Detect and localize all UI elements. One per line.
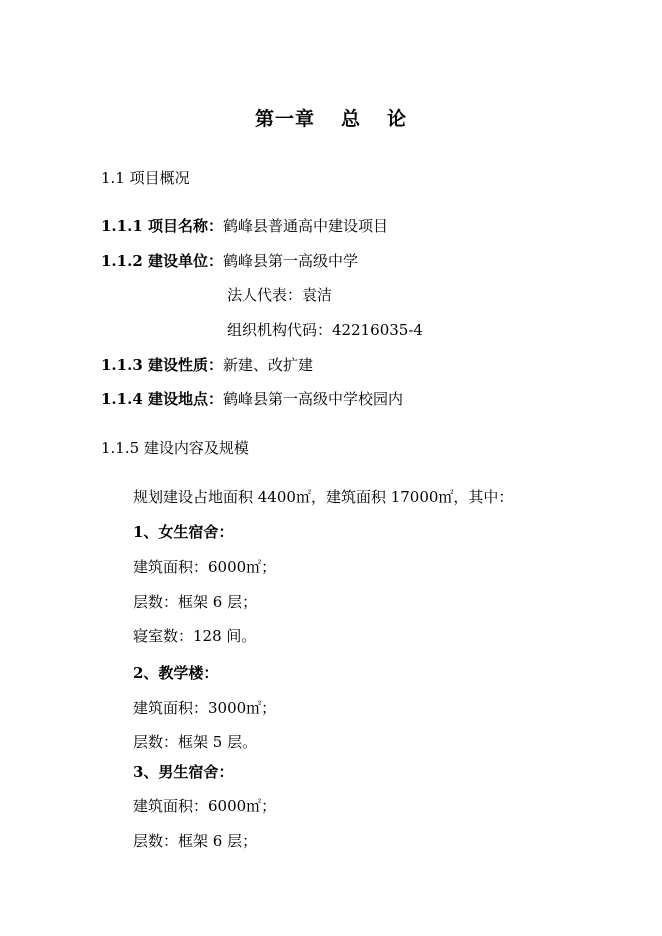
item-1-1-3-value: 新建、改扩建	[222, 356, 313, 374]
building-2-area: 建筑面积：3000㎡；	[133, 699, 277, 717]
item-1-1-1-label: 1.1.1 项目名称：	[101, 217, 223, 235]
item-1-1-1	[101, 216, 388, 236]
scope-intro: 规划建设占地面积 4400㎡，建筑面积 17000㎡，其中：	[133, 488, 514, 506]
item-1-1-4-label: 1.1.4 建设地点：	[101, 390, 223, 408]
item-1-1-2-label: 1.1.2 建设单位：	[101, 252, 223, 270]
item-1-1-4	[101, 389, 403, 409]
chapter-title	[0, 109, 662, 129]
legal-representative: 法人代表：袁洁	[227, 286, 333, 304]
building-3-title: 3、男生宿舍：	[133, 763, 234, 781]
item-1-1-3	[101, 355, 313, 375]
item-1-1-2	[101, 251, 358, 271]
building-3-floors: 层数：框架 6 层；	[133, 832, 258, 850]
building-1-title: 1、女生宿舍：	[133, 523, 234, 541]
chapter-word-1: 总	[340, 108, 361, 130]
organization-code: 组织机构代码：42216035-4	[227, 321, 423, 339]
item-1-1-3-label: 1.1.3 建设性质：	[101, 356, 223, 374]
chapter-word-2: 论	[387, 108, 408, 130]
item-1-1-2-value: 鹤峰县第一高级中学	[222, 252, 358, 270]
building-1-floors: 层数：框架 6 层；	[133, 593, 258, 611]
section-heading-1-1-5: 1.1.5 建设内容及规模	[101, 439, 249, 457]
building-3-area: 建筑面积：6000㎡；	[133, 797, 277, 815]
item-1-1-4-value: 鹤峰县第一高级中学校园内	[222, 390, 403, 408]
building-2-floors: 层数：框架 5 层。	[133, 733, 258, 751]
building-1-rooms: 寝室数：128 间。	[133, 627, 257, 645]
item-1-1-1-value: 鹤峰县普通高中建设项目	[222, 217, 388, 235]
building-2-title: 2、教学楼：	[133, 664, 219, 682]
section-heading-1-1: 1.1 项目概况	[101, 169, 190, 187]
chapter-number: 第一章	[254, 108, 315, 130]
building-1-area: 建筑面积：6000㎡；	[133, 558, 277, 576]
